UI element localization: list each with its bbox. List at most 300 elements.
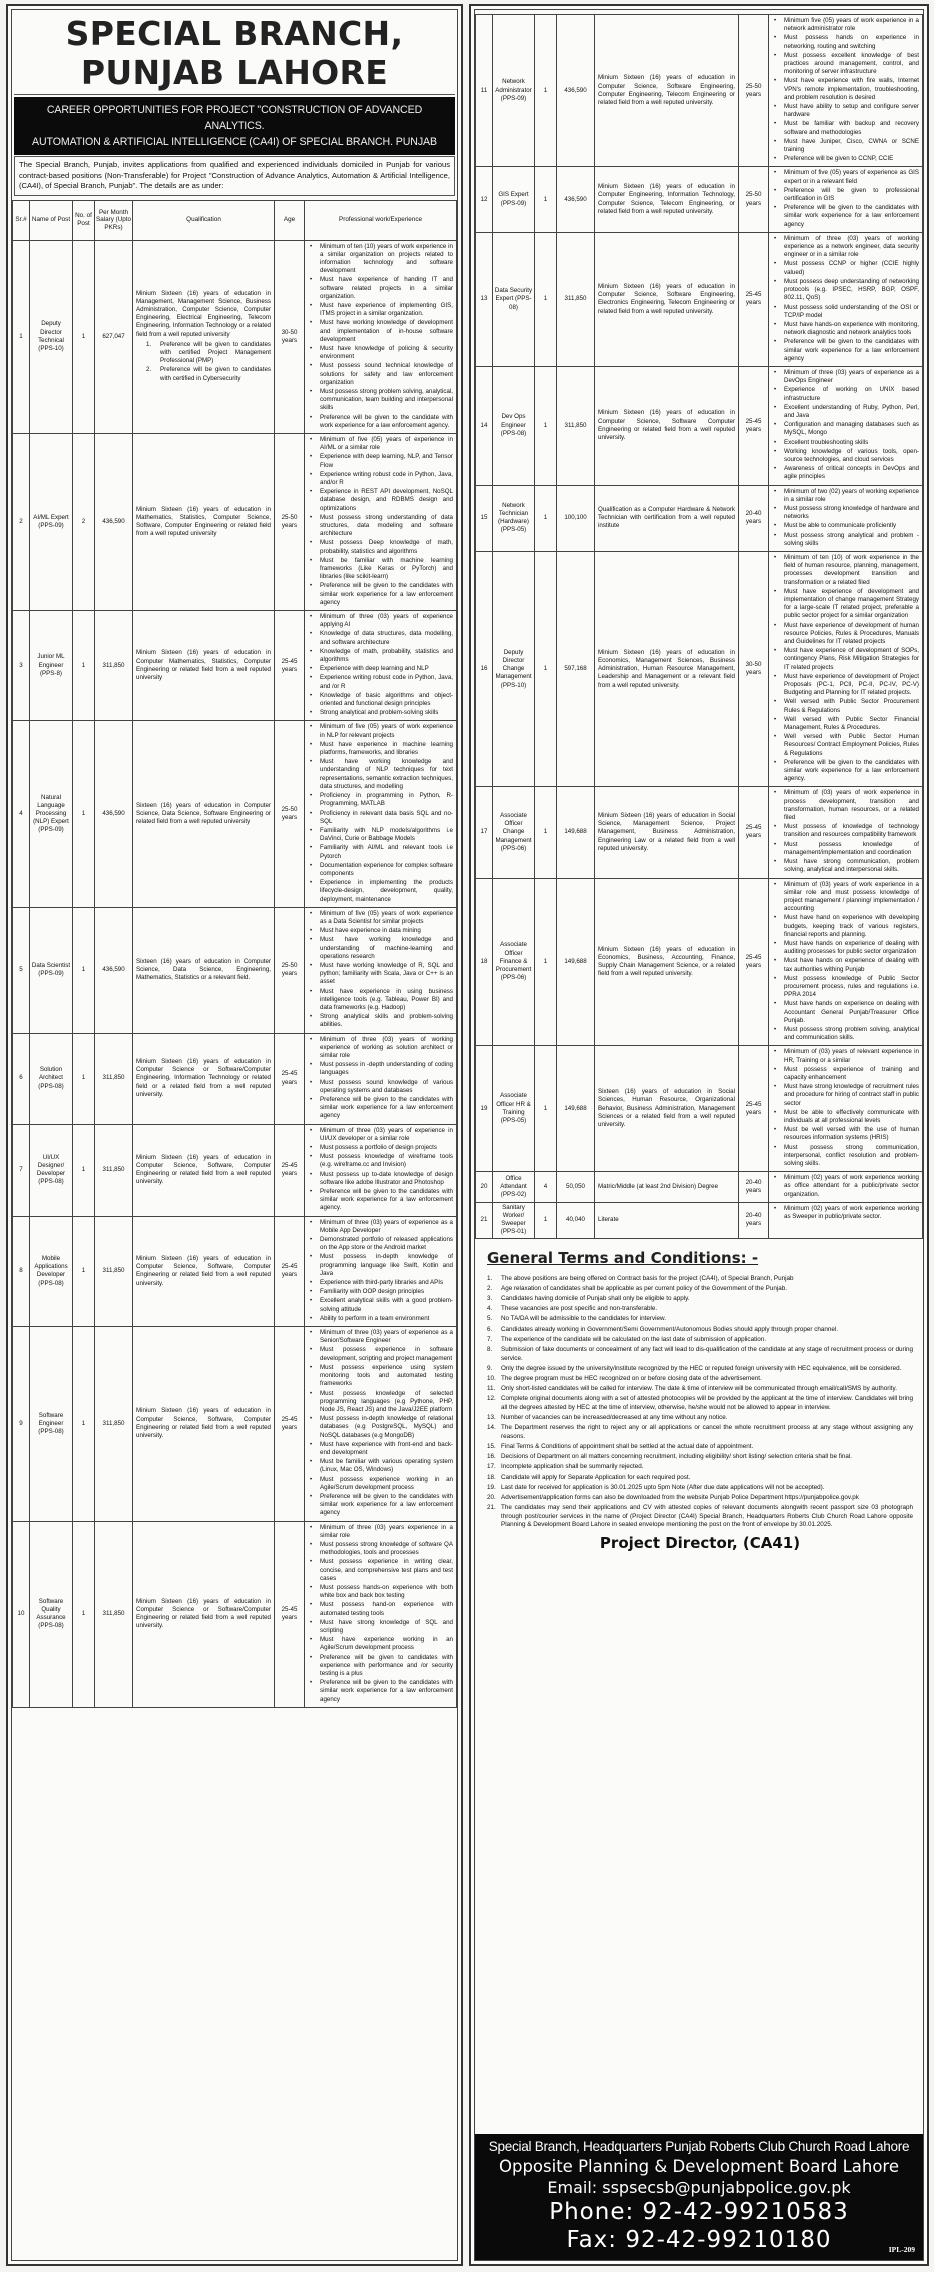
- row-qualification: [595, 878, 739, 1046]
- experience-item: • Preference will be given to the candidates with similar work experience for a law enforcement agency: [771, 338, 919, 363]
- row-post-name: GIS Expert (PPS-09): [493, 167, 535, 232]
- experience-item: • Must have experience of development of SOPs, contingency Plans, Risk Mitigation Strategies for IT related projects: [771, 647, 919, 672]
- table-row: [13, 240, 457, 433]
- experience-item: • Must possess up to-date knowledge of design software like adobe Illustrator and Photoshop: [307, 1171, 453, 1187]
- row-sr: 17: [476, 787, 493, 878]
- row-experience: [305, 1033, 457, 1124]
- row-salary: 311,850: [557, 366, 595, 485]
- row-sr: 5: [13, 907, 30, 1033]
- experience-item: • Must have hands on experience on dealing with Accountant General Punjab/Treasurer Office Punjab.: [771, 1000, 919, 1025]
- experience-item: • Working knowledge of various tools, open-source technologies, and cloud services: [771, 448, 919, 464]
- row-salary: 311,850: [557, 232, 595, 366]
- experience-list: [771, 789, 919, 874]
- terms-text: Submission of fake documents or concealment of any fact will lead to dis-qualification of the candidate at any stage of recruitment process or during service.: [501, 1345, 913, 1362]
- table-row: [13, 907, 457, 1033]
- row-salary: 627,047: [95, 240, 133, 433]
- table-row: [476, 1172, 923, 1203]
- qualification-text: Sixteen (16) years of education in Computer Science, Data Science, Engineering, Mathematics, Statistics or a relevant field.: [136, 957, 271, 982]
- experience-item: • Minimum of ten (10) years of work experience in a similar organization on projects related to information technology and software development: [307, 243, 453, 276]
- experience-list: [771, 554, 919, 783]
- row-qualification: [595, 15, 739, 167]
- experience-item: • Must possess in-depth knowledge of relational databases (e.g PostgreSQL, MySQL) and NoSQL databases (e.g MongoDB): [307, 1415, 453, 1440]
- row-age: 25-50 years: [739, 15, 769, 167]
- row-age: 25-50 years: [275, 721, 305, 907]
- experience-item: • Strong analytical and problem-solving skills: [307, 709, 453, 717]
- experience-item: • Must have experience with fire walls, Internet VPN's remote implementation, troubleshooting, and problem resolution is desired: [771, 77, 919, 102]
- row-qualification: [133, 1327, 275, 1521]
- row-post-count: 1: [535, 485, 557, 551]
- experience-item: • Configuration and managing databases such as MySQL, Mongo: [771, 421, 919, 437]
- row-age: 25-50 years: [739, 167, 769, 232]
- terms-item: [487, 1385, 913, 1394]
- left-column: [6, 4, 463, 2266]
- row-sr: 9: [13, 1327, 30, 1521]
- table-row: [476, 1046, 923, 1172]
- terms-heading: General Terms and Conditions: -: [487, 1248, 759, 1267]
- table-row: [476, 878, 923, 1046]
- row-salary: 149,688: [557, 878, 595, 1046]
- experience-item: • Must be well versed with the use of human resources information systems (HRIS): [771, 1126, 919, 1142]
- row-experience: [305, 433, 457, 610]
- experience-item: • Minimum of (03) years of work experience in process development, transition and transformation, human resources, or a related filed: [771, 789, 919, 822]
- experience-item: • Must have strong knowledge of recruitment rules and procedure for hiring of contract staff in public sector: [771, 1083, 919, 1108]
- row-salary: 436,590: [95, 721, 133, 907]
- row-post-count: 1: [535, 232, 557, 366]
- experience-list: [771, 235, 919, 363]
- row-experience: [769, 1046, 923, 1172]
- row-age: 25-45 years: [275, 1124, 305, 1216]
- table-header-row: [13, 200, 457, 240]
- row-age: 25-45 years: [739, 1046, 769, 1172]
- terms-item: [487, 1484, 913, 1493]
- right-column: [469, 4, 929, 2266]
- row-post-count: 1: [535, 878, 557, 1046]
- row-age: 25-45 years: [275, 1033, 305, 1124]
- experience-item: • Must possess experience using system monitoring tools and automated testing frameworks: [307, 1364, 453, 1389]
- row-post-name: Natural Language Processing (NLP) Expert (PPS-09): [30, 721, 73, 907]
- terms-number: 20.: [487, 1493, 496, 1501]
- row-age: 20-40 years: [739, 1202, 769, 1238]
- row-post-name: Associate Officer Finance & Procurement (PPS-06): [493, 878, 535, 1046]
- preference-number: 2.: [146, 366, 152, 374]
- preference-number: 1.: [146, 340, 152, 348]
- terms-number: 7.: [487, 1335, 493, 1343]
- row-sr: 8: [13, 1216, 30, 1326]
- terms-number: 15.: [487, 1443, 496, 1451]
- row-salary: 149,688: [557, 787, 595, 878]
- experience-item: • Minimum of three (03) years of working experience as a network engineer, data security engineer or in a similar role: [771, 235, 919, 260]
- row-sr: 21: [476, 1202, 493, 1238]
- terms-number: 10.: [487, 1374, 496, 1382]
- experience-item: • Minimum of three (03) years of experience in UI/UX developer or a similar role: [307, 1127, 453, 1143]
- row-qualification: [595, 485, 739, 551]
- table-row: [13, 611, 457, 721]
- qualification-text: Minium Sixteen (16) years of education in Mathematics, Statistics, Computer Science, Software, Computer Engineering or related field from a well reputed university: [136, 505, 271, 538]
- experience-item: • Minimum of two (02) years of working experience in a similar role: [771, 488, 919, 504]
- experience-item: • Preference will be given to the candidates with similar work experience for a law enforcement agency: [307, 1096, 453, 1121]
- row-salary: 597,168: [557, 551, 595, 786]
- row-post-count: 1: [73, 611, 95, 721]
- row-salary: 311,850: [95, 1327, 133, 1521]
- experience-item: • Must possess solid understanding of the OSI or TCP/IP model: [771, 304, 919, 320]
- terms-number: 1.: [487, 1274, 493, 1282]
- row-salary: 311,850: [95, 1124, 133, 1216]
- qualification-text: Minium Sixteen (16) years of education in Computer Mathematics, Statistics, Computer Engineering or related field from a well reputed university: [136, 649, 271, 681]
- experience-item: • Must be able to effectively communicate with individuals at all professional levels: [771, 1109, 919, 1125]
- experience-item: • Must possess hands-on experience with both white box and back box testing: [307, 1584, 453, 1600]
- experience-item: • Must have working knowledge of development and implementation of in-house software development: [307, 319, 453, 344]
- row-experience: [769, 15, 923, 167]
- experience-item: • Strong analytical skills and problem-solving abilities.: [307, 1013, 453, 1029]
- terms-number: 17.: [487, 1463, 496, 1471]
- experience-list: [771, 17, 919, 163]
- experience-item: • Must possess knowledge of Public Sector procurement process, rules and regulations i.e. PPRA 2014: [771, 975, 919, 1000]
- experience-list: [307, 436, 453, 607]
- terms-text: Advertisement/application forms can also be downloaded from the website Punjab Police Department https://punjabpolice.gov.pk: [501, 1493, 859, 1501]
- terms-item: [487, 1504, 913, 1530]
- col-header-salary: Per Month Salary (Upto PKRs): [95, 200, 133, 240]
- terms-item: [487, 1326, 913, 1335]
- experience-item: • Must have working knowledge and understanding of NLP techniques for text representations, semantic extraction techniques, data structures, and modelling: [307, 758, 453, 791]
- col-header-sr: Sr.#: [13, 200, 30, 240]
- row-post-name: Deputy Director Change Management (PPS-10): [493, 551, 535, 786]
- experience-item: • Must be familiar with backup and recovery software and methodologies: [771, 120, 919, 136]
- row-salary: 311,850: [95, 611, 133, 721]
- experience-item: • Minimum of three (03) years of experience applying AI: [307, 613, 453, 629]
- signatory: Project Director, (CA41): [599, 1533, 801, 1552]
- row-post-count: 1: [73, 1327, 95, 1521]
- row-qualification: [595, 232, 739, 366]
- terms-text: Candidate will apply for Separate Application for each required post.: [501, 1473, 691, 1481]
- terms-item: [487, 1424, 913, 1441]
- experience-item: • Must possess hand-on experience with automated testing tools: [307, 1601, 453, 1617]
- qualification-text: Minium Sixteen (16) years of education in Social Science, Management Science, Project Management, Business Administration, Engineering Law or a related field from a well reputed university.: [598, 811, 735, 852]
- experience-item: • Preference will be given to the candidates with similar work experience for a law enforcement agency.: [771, 759, 919, 784]
- row-age: 25-45 years: [739, 366, 769, 485]
- row-salary: 436,590: [557, 167, 595, 232]
- row-salary: 436,590: [95, 433, 133, 610]
- table-row: [476, 366, 923, 485]
- experience-item: • Minimum of three (03) years of experience as a Mobile App Developer: [307, 1219, 453, 1235]
- terms-number: 16.: [487, 1453, 496, 1461]
- experience-item: • Excellent troubleshooting skills: [771, 439, 919, 447]
- terms-item: [487, 1315, 913, 1324]
- terms-item: [487, 1305, 913, 1314]
- experience-item: • Must possess experience in writing clear, concise, and comprehensive test plans and test cases: [307, 1558, 453, 1583]
- terms-item: [487, 1474, 913, 1483]
- terms-text: Candidates having domicile of Punjab shall only be eligible to apply.: [501, 1295, 690, 1302]
- experience-item: • Must have experience of development of human resource Policies, Rules & Procedures, Manuals and Guidelines for IT related projects: [771, 622, 919, 647]
- experience-item: • Well versed with Public Sector Financial Management, Rules & Procedures.: [771, 716, 919, 732]
- experience-list: [307, 723, 453, 903]
- experience-item: • Preference will be given to the candidates with similar work experience for a law enforcement agency: [307, 1493, 453, 1518]
- row-qualification: [595, 366, 739, 485]
- address-line: Special Branch, Headquarters Punjab Roberts Club Church Road Lahore: [488, 2139, 910, 2154]
- experience-item: • Must possess of knowledge of technology transition and resources compatibility framework: [771, 823, 919, 839]
- row-sr: 10: [13, 1521, 30, 1707]
- row-post-count: 1: [73, 907, 95, 1033]
- row-qualification: [133, 907, 275, 1033]
- col-header-count: No. of Post: [73, 200, 95, 240]
- row-salary: 436,590: [95, 907, 133, 1033]
- row-age: 25-45 years: [739, 232, 769, 366]
- row-experience: [769, 787, 923, 878]
- row-post-name: Mobile Applications Developer (PPS-08): [30, 1216, 73, 1326]
- contact-email: Email: sspsecsb@punjabpolice.gov.pk: [547, 2178, 851, 2197]
- row-post-count: 1: [73, 1216, 95, 1326]
- terms-number: 14.: [487, 1424, 496, 1432]
- row-experience: [305, 611, 457, 721]
- experience-item: • Must have experience of development and implementation of change management Strategy for a large-scale IT related project, preferable a public sector project for a similar organization: [771, 588, 919, 621]
- experience-item: • Must possess sound knowledge of various operating systems and databases: [307, 1079, 453, 1095]
- table-row: [476, 167, 923, 232]
- experience-item: • Minimum of three (03) years experience in a similar role: [307, 1524, 453, 1540]
- row-qualification: [595, 1046, 739, 1172]
- terms-text: The candidates may send their applications and CV with attested copies of relevant documents alongwith recent passport size 03 photograph through post/courier services in the name of (Project Director (CA4I) Special Branch, Headquarters Roberts Club Church Road Lahore opposite Planning & Development Board Lahore in sealed envelope mentioning the post on the front of envelope by 30.01.2025.: [501, 1504, 913, 1529]
- terms-item: [487, 1414, 913, 1423]
- col-header-age: Age: [275, 200, 305, 240]
- row-sr: 14: [476, 366, 493, 485]
- terms-number: 3.: [487, 1295, 493, 1302]
- row-age: 25-50 years: [275, 433, 305, 610]
- row-qualification: [133, 1124, 275, 1216]
- row-sr: 18: [476, 878, 493, 1046]
- qualification-text: Literate: [598, 1216, 619, 1224]
- row-sr: 6: [13, 1033, 30, 1124]
- table-row: [476, 787, 923, 878]
- row-qualification: [133, 721, 275, 907]
- experience-item: • Demonstrated portfolio of released applications on the App store or the Android market: [307, 1236, 453, 1252]
- row-salary: 311,850: [95, 1033, 133, 1124]
- experience-item: • Must have working knowledge of R, SQL and python; familiarity with Scala, Java or C++ is an asset: [307, 962, 453, 987]
- experience-item: • Must possess in -depth understanding of coding languages: [307, 1061, 453, 1077]
- experience-item: • Must possess strong communication, interpersonal, conflict resolution and problem-solving skills.: [771, 1144, 919, 1169]
- terms-text: Only short-listed candidates will be called for interview. The date & time of interview will be communicated through email/call/SMS by authority.: [501, 1385, 897, 1393]
- terms-item: [487, 1336, 913, 1345]
- terms-number: 2.: [487, 1284, 493, 1292]
- experience-item: • Must be able to communicate proficiently: [771, 522, 919, 530]
- row-experience: [769, 551, 923, 786]
- experience-item: • Minimum of three (03) years of experience as a Senior/Software Engineer: [307, 1329, 453, 1345]
- row-experience: [305, 907, 457, 1033]
- row-experience: [769, 232, 923, 366]
- experience-item: • Preference will be given to the candidates with similar work experience for a law enforcement agency: [307, 1679, 453, 1704]
- row-sr: 20: [476, 1172, 493, 1203]
- experience-item: • Preference will be given to professional certification in GIS: [771, 187, 919, 203]
- experience-item: • Must have knowledge of policing & security environment: [307, 345, 453, 361]
- row-age: 25-45 years: [275, 1216, 305, 1326]
- row-salary: 149,688: [557, 1046, 595, 1172]
- experience-item: • Familiarity with OOP design principles: [307, 1288, 453, 1296]
- terms-text: The experience of the candidate will be calculated on the last date of submission of application.: [501, 1335, 766, 1343]
- qualification-text: Minium Sixteen (16) years of education in Computer Science, Software, Computer Engineering or related field from a well reputed university.: [136, 1407, 271, 1440]
- experience-item: • Must possess strong analytical and problem - solving skills: [771, 532, 919, 548]
- row-salary: 311,850: [95, 1216, 133, 1326]
- terms-text: Complete original documents along with a set of attested photocopies will be provided by the applicant at the time of interview. Candidates will bring all the degrees attested by HEC at the time of interview, otherwise, he/she would not be allowed to appear in interview.: [501, 1395, 913, 1411]
- experience-item: • Preference will be given to the candidates with similar work experience for a law enforcement agency: [771, 204, 919, 229]
- row-experience: [769, 1202, 923, 1238]
- row-post-name: Software Engineer (PPS-08): [30, 1327, 73, 1521]
- qualification-text: Minium Sixteen (16) years of education in Economics, Management Sciences, Business Administration, Human Resource Management, Leadership and Management or a relevant field from a well reputed university.: [598, 648, 735, 689]
- row-post-name: Network Technician (Hardware) (PPS-05): [493, 485, 535, 551]
- terms-text: Last date for received for application is 30.01.2025 upto 5pm Note (After due date applications will not be accepted).: [501, 1483, 825, 1491]
- experience-item: • Must possess knowledge of management/implementation and coordination: [771, 841, 919, 857]
- experience-item: • Minimum of five (05) years of experience in AI/ML or a similar role: [307, 436, 453, 452]
- qualification-text: Sixteen (16) years of education in Computer Science, Data Science, Software Engineering or related field from a well reputed university: [136, 801, 271, 826]
- row-qualification: [133, 240, 275, 433]
- experience-list: [771, 169, 919, 228]
- contact-phone: Phone: 92-42-99210583: [549, 2199, 849, 2225]
- experience-list: [307, 1219, 453, 1323]
- contact-fax: Fax: 92-42-99210180: [566, 2227, 832, 2253]
- experience-item: • Experience with third-party libraries and APIs: [307, 1279, 453, 1287]
- terms-number: 13.: [487, 1414, 496, 1422]
- table-row: [13, 721, 457, 907]
- row-sr: 3: [13, 611, 30, 721]
- row-age: 25-45 years: [275, 1327, 305, 1521]
- table-row: [13, 1124, 457, 1216]
- experience-item: • Knowledge of math, probability, statistics and algorithms: [307, 648, 453, 664]
- row-age: 25-45 years: [739, 878, 769, 1046]
- experience-item: • Minimum of (03) years of work experience in a similar role and must possess knowledge of project management / planning/ implementation / accounting: [771, 881, 919, 914]
- row-qualification: [133, 611, 275, 721]
- experience-list: [307, 1127, 453, 1213]
- experience-item: • Must possess strong knowledge of software QA methodologies, tools and processes: [307, 1541, 453, 1557]
- qualification-text: Minium Sixteen (16) years of education in Computer Science or Software/Computer Engineering, Information Technology or related field or a related field from a well reputed university.: [136, 1058, 271, 1098]
- col-header-qualification: Qualification: [133, 200, 275, 240]
- row-qualification: [595, 167, 739, 232]
- experience-item: • Minimum (02) years of work experience working as office attendant for a public/private sector organization.: [771, 1174, 919, 1199]
- terms-item: [487, 1494, 913, 1503]
- page-title: SPECIAL BRANCH, PUNJAB LAHORE: [14, 10, 455, 95]
- banner-line-1: CAREER OPPORTUNITIES FOR PROJECT "CONSTRUCTION OF ADVANCED ANALYTICS.: [46, 104, 423, 132]
- row-post-name: Associate Officer HR & Training (PPS-05): [493, 1046, 535, 1172]
- experience-item: • Ability to perform in a team environment: [307, 1315, 453, 1323]
- row-salary: 40,040: [557, 1202, 595, 1238]
- table-body-left: [13, 240, 457, 1707]
- qualification-text: Minium Sixteen (16) years of education in Computer Science, Software Engineering, Computer Engineering, Telecom Engineering or related field from a well reputed university.: [598, 74, 735, 106]
- terms-number: 18.: [487, 1473, 496, 1481]
- terms-number: 21.: [487, 1504, 496, 1512]
- row-post-name: Dev Ops Engineer (PPS-08): [493, 366, 535, 485]
- qualification-text: Minium Sixteen (16) years of education in Computer Science, Software, Computer Engineering or related field from a well reputed university.: [136, 1254, 271, 1287]
- experience-item: • Minimum of five (05) years of experience as GIS expert or in a relevant field: [771, 169, 919, 185]
- experience-item: • Knowledge of data structures, data modelling, and software architecture: [307, 630, 453, 646]
- row-post-count: 1: [73, 240, 95, 433]
- experience-list: [307, 1329, 453, 1517]
- row-post-count: 1: [535, 366, 557, 485]
- row-salary: 50,050: [557, 1172, 595, 1203]
- experience-item: • Must have ability to setup and configure server hardware: [771, 103, 919, 119]
- experience-item: • Must have experience in machine learning platforms, frameworks, and libraries: [307, 741, 453, 757]
- row-salary: 100,100: [557, 485, 595, 551]
- row-age: 20-40 years: [739, 485, 769, 551]
- row-age: 30-50 years: [275, 240, 305, 433]
- qualification-text: Minium Sixteen (16) years of education in Computer Engineering, Information Technology, Computer Science, Telecom Engineering, or related field from a well reputed university.: [598, 183, 735, 215]
- experience-item: • Must have strong knowledge of SQL and scripting: [307, 1619, 453, 1635]
- row-age: 25-45 years: [739, 787, 769, 878]
- experience-item: • Must possess Deep knowledge of math, probability, statistics and algorithms: [307, 539, 453, 555]
- row-post-count: 1: [535, 167, 557, 232]
- experience-list: [307, 910, 453, 1030]
- experience-item: • Experience of working on UNIX based infrastructure: [771, 386, 919, 402]
- row-sr: 1: [13, 240, 30, 433]
- row-post-count: 1: [73, 1033, 95, 1124]
- row-salary: 311,850: [95, 1521, 133, 1707]
- qualification-text: Matric/Middle (at least 2nd Division) Degree: [598, 1182, 719, 1190]
- experience-list: [307, 613, 453, 717]
- experience-list: [307, 1036, 453, 1121]
- table-row: [13, 433, 457, 610]
- row-qualification: [133, 1521, 275, 1707]
- address-landmark: Opposite Planning & Development Board Lahore: [499, 2157, 899, 2176]
- experience-list: [771, 369, 919, 482]
- row-post-count: 1: [535, 15, 557, 167]
- experience-item: • Experience in REST API development, NoSQL database design, and RDBMS design and optimizations: [307, 488, 453, 513]
- qualification-text: Qualification as a Computer Hardware & Network Technician with certification from a well reputed institute: [598, 505, 735, 530]
- row-post-count: 1: [535, 551, 557, 786]
- experience-item: • Must have hand on experience with developing budgets, keeping track of various registers, financial reports and planning.: [771, 914, 919, 939]
- terms-number: 4.: [487, 1305, 493, 1313]
- terms-item: [487, 1275, 913, 1284]
- row-age: 25-45 years: [275, 611, 305, 721]
- row-age: 25-45 years: [275, 1521, 305, 1707]
- row-post-name: Solution Architect (PPS-08): [30, 1033, 73, 1124]
- experience-item: • Must have experience with front-end and back-end development: [307, 1441, 453, 1457]
- experience-item: • Minimum of ten (10) of work experience in the field of human resource, planning, management, processes development transition and transformation or a related filed: [771, 554, 919, 587]
- row-post-name: Sanitary Worker/ Sweeper (PPS-01): [493, 1202, 535, 1238]
- terms-item: [487, 1463, 913, 1472]
- table-row: [476, 485, 923, 551]
- col-header-experience: Professional work/Experience: [305, 200, 457, 240]
- row-experience: [305, 1216, 457, 1326]
- row-experience: [769, 167, 923, 232]
- experience-item: • Minimum of five (05) years of work experience in NLP for relevant projects: [307, 723, 453, 739]
- preference-text: Preference will be given to candidates with certified Project Management Professional (PMP): [160, 340, 271, 365]
- preference-item: [146, 366, 271, 382]
- terms-number: 5.: [487, 1315, 493, 1323]
- terms-item: [487, 1346, 913, 1363]
- terms-item: [487, 1295, 913, 1304]
- banner-line-2: AUTOMATION & ARTIFICIAL INTELLIGENCE (CA4I) OF SPECIAL BRANCH. PUNJAB: [32, 136, 437, 148]
- row-sr: 16: [476, 551, 493, 786]
- experience-item: • Must possess CCNP or higher (CCIE highly valued): [771, 260, 919, 276]
- row-qualification: [595, 551, 739, 786]
- row-qualification: [133, 1033, 275, 1124]
- row-age: 25-50 years: [275, 907, 305, 1033]
- experience-item: • Must have strong communication, problem solving, analytical and interpersonal skills.: [771, 858, 919, 874]
- experience-item: • Must have Juniper, Cisco, CWNA or SCNE training: [771, 138, 919, 154]
- row-sr: 15: [476, 485, 493, 551]
- terms-section: [475, 1239, 923, 1552]
- terms-number: 6.: [487, 1325, 493, 1333]
- experience-item: • Well versed with Public Sector Human Resources/ Contract Employment Policies, Rules & Regulations: [771, 733, 919, 758]
- experience-item: • Must possess strong knowledge of hardware and networks: [771, 505, 919, 521]
- table-row: [476, 1202, 923, 1238]
- row-experience: [305, 1124, 457, 1216]
- experience-list: [771, 1205, 919, 1221]
- experience-item: • Documentation experience for complex software components: [307, 862, 453, 878]
- terms-text: The above positions are being offered on Contract basis for the project (CA4I), of Special Branch, Punjab: [501, 1274, 794, 1282]
- table-row: [13, 1033, 457, 1124]
- row-qualification: [133, 433, 275, 610]
- row-qualification: [595, 1202, 739, 1238]
- row-age: 20-40 years: [739, 1172, 769, 1203]
- row-post-count: 1: [535, 1046, 557, 1172]
- terms-text: Incomplete application shall be summarily rejected.: [501, 1463, 644, 1471]
- row-experience: [769, 485, 923, 551]
- contact-footer: [475, 2134, 923, 2260]
